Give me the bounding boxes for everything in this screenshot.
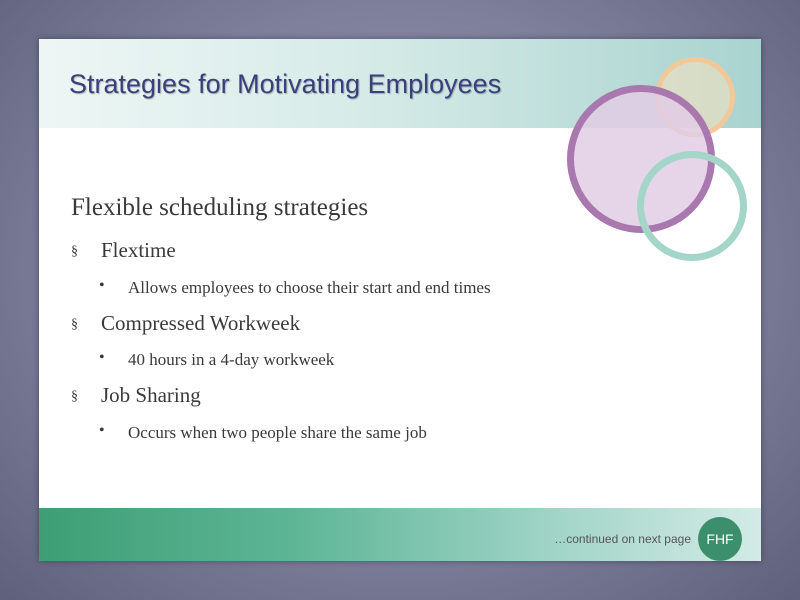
decorative-circle-teal-icon bbox=[637, 151, 747, 261]
slide bbox=[39, 39, 761, 570]
square-bullet-icon: § bbox=[71, 244, 78, 259]
page-number: 3-26 bbox=[739, 564, 752, 570]
slide-title: Strategies for Motivating Employees bbox=[69, 69, 502, 99]
dot-bullet-icon: • bbox=[99, 277, 105, 294]
fhf-logo: FHF bbox=[698, 517, 742, 561]
square-bullet-icon: § bbox=[71, 389, 78, 404]
item-label: Job Sharing bbox=[101, 383, 201, 407]
square-bullet-icon: § bbox=[71, 317, 78, 332]
item-label: Flextime bbox=[101, 238, 176, 262]
item-label: Compressed Workweek bbox=[101, 311, 301, 335]
slide-heading: Flexible scheduling strategies bbox=[71, 194, 369, 221]
item-detail: 40 hours in a 4-day workweek bbox=[128, 350, 335, 369]
item-detail: Allows employees to choose their start and end times bbox=[128, 278, 491, 297]
dot-bullet-icon: • bbox=[99, 349, 105, 366]
item-detail: Occurs when two people share the same job bbox=[128, 423, 427, 442]
continued-note: …continued on next page bbox=[554, 532, 691, 546]
dot-bullet-icon: • bbox=[99, 422, 105, 439]
